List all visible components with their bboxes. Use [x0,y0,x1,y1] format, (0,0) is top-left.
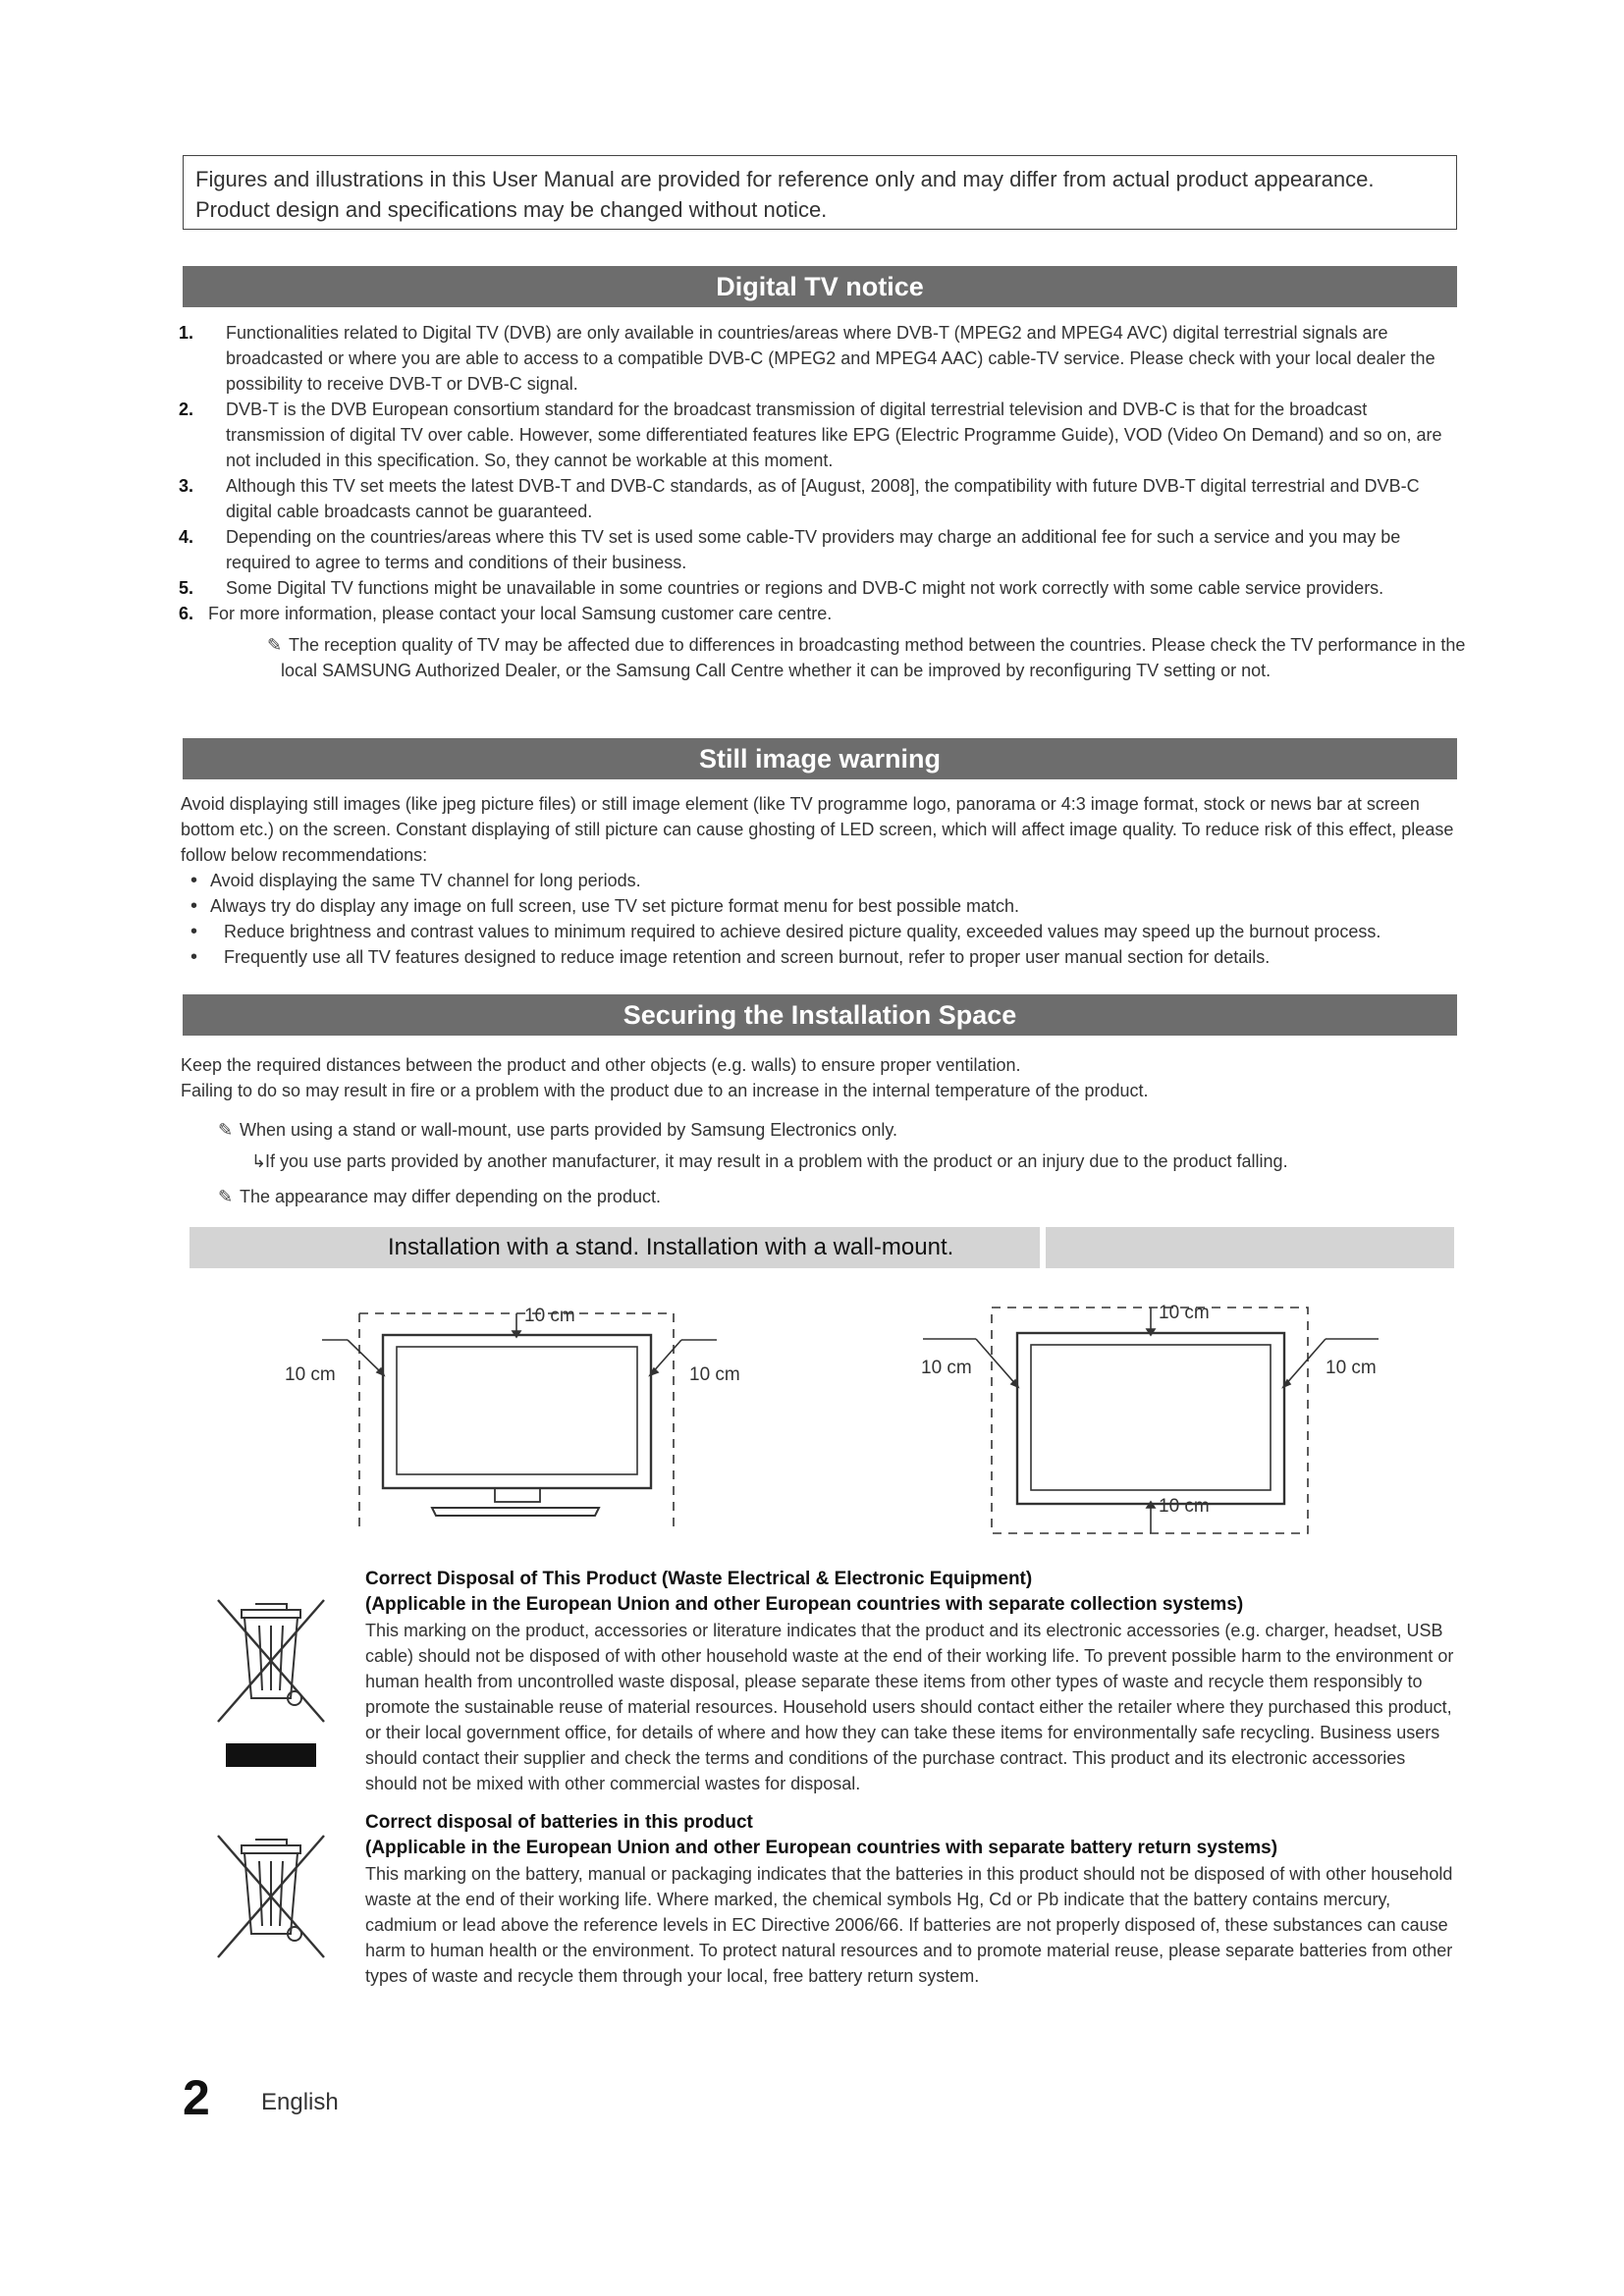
list-item: • Frequently use all TV features designed to reduce image retention and screen burnout, refer to proper user manual section for details. [181,944,1455,970]
battery-subtitle: (Applicable in the European Union and other European countries with separate battery return systems) [365,1838,1278,1858]
list-item: • Avoid displaying the same TV channel for long periods. [181,868,1455,893]
list-item: 3. Although this TV set meets the latest DVB-T and DVB-C standards, as of [August, 2008], the compatibility with future DVB-T digital terrestrial and DVB-C digital cable broadcasts cannot be guaranteed. [179,476,1420,521]
list-item: 5. Some Digital TV functions might be unavailable in some countries or regions and DVB-C might not work correctly with some cable service providers. [179,578,1384,598]
installation-note-1: ✎ When using a stand or wall-mount, use parts provided by Samsung Electronics only. [218,1117,1455,1143]
weee-text: This marking on the product, accessories or literature indicates that the product and its electronic accessories (e.g. charger, headset, USB cable) should not be disposed of with other household waste at the end of their working life. To prevent possible harm to the environment or human health from uncontrolled waste disposal, please separate these items from other types of waste and recycle them responsibly to promote the sustainable reuse of material resources. Household users should contact either the retailer where they purchased this product, or their local government office, for details of where and how they can take these items for environmentally safe recycling. Business users should contact their supplier and check the terms and conditions of the purchase contract. This product and its electronic accessories should not be mixed with other commercial wastes for disposal. [365,1621,1454,1793]
installation-note-1-sub: ↳If you use parts provided by another manufacturer, it may result in a problem with the product or an injury due to the product falling. [251,1148,1455,1174]
stand-right-clearance-label: 10 cm [689,1364,740,1385]
wall-top-clearance-label: 10 cm [1159,1303,1210,1323]
stand-installation-diagram [275,1296,766,1531]
digital-tv-list [179,320,1445,626]
note-pencil-icon: ✎ [218,1187,234,1206]
installation-note-2: ✎ The appearance may differ depending on the product. [218,1184,1455,1209]
clearance-arrows [923,1308,1379,1533]
battery-crossed-bin-icon [212,1832,330,1963]
list-item: 4. Depending on the countries/areas where this TV set is used some cable-TV providers may charge an additional fee for such a service and you may be required to agree to terms and conditions of their business. [179,527,1401,572]
battery-title: Correct disposal of batteries in this product [365,1812,753,1833]
installation-type-bar [189,1227,1454,1268]
wall-bottom-clearance-label: 10 cm [1159,1496,1210,1517]
disclaimer-box [183,155,1457,230]
bar-divider [1040,1227,1046,1268]
clearance-boundary [992,1308,1308,1533]
page-language: English [261,2089,339,2115]
disclaimer-line-1: Figures and illustrations in this User Manual are provided for reference only and may differ from actual product appearance. [195,167,1375,191]
installation-line-2: Failing to do so may result in fire or a problem with the product due to an increase in the internal temperature of the product. [181,1081,1149,1100]
list-item: • Reduce brightness and contrast values to minimum required to achieve desired picture quality, exceeded values may speed up the burnout process. [181,919,1455,944]
stand-top-clearance-label: 10 cm [524,1306,575,1326]
battery-text: This marking on the battery, manual or packaging indicates that the batteries in this product should not be disposed of with other household waste at the end of their working life. Where marked, the chemical symbols Hg, Cd or Pb indicate that the battery contains mercury, cadmium or lead above the reference levels in EC Directive 2006/66. If batteries are not properly disposed of, these substances can cause harm to human health or the environment. To protect natural resources and to promote material reuse, please separate batteries from other types of waste and recycle them through your local, free battery return system. [365,1864,1453,1986]
wall-mounted-tv [1017,1333,1284,1504]
weee-disposal-section [365,1567,1455,1796]
installation-line-1: Keep the required distances between the product and other objects (e.g. walls) to ensure proper ventilation. [181,1055,1021,1075]
note-pencil-icon: ✎ [218,1120,234,1140]
weee-subtitle: (Applicable in the European Union and other European countries with separate collection systems) [365,1594,1244,1615]
list-item: 6. For more information, please contact your local Samsung customer care centre. [179,604,833,623]
section-header-still-image: Still image warning [183,738,1457,779]
page-number: 2 [183,2070,210,2125]
section-header-installation: Securing the Installation Space [183,994,1457,1036]
weee-title: Correct Disposal of This Product (Waste Electrical & Electronic Equipment) [365,1569,1033,1589]
battery-disposal-section [365,1810,1455,1989]
wall-left-clearance-label: 10 cm [921,1358,972,1378]
list-item: 1. Functionalities related to Digital TV (DVB) are only available in countries/areas where DVB-T (MPEG2 and MPEG4 AVC) digital terrestrial signals are broadcasted or where you are able to access to a compatible DVB-C (MPEG2 and MPEG4 AAC) cable-TV service. Please check with your local dealer the possibility to receive DVB-T or DVB-C signal. [179,323,1435,394]
weee-crossed-bin-icon [212,1596,330,1769]
disclaimer-line-2: Product design and specifications may be changed without notice. [195,197,828,222]
installation-type-label: Installation with a stand. Installation with a wall-mount. [388,1234,954,1260]
clearance-boundary [359,1313,674,1527]
still-image-intro: Avoid displaying still images (like jpeg picture files) or still image element (like TV programme logo, panorama or 4:3 image format, stock or news bar at screen bottom etc.) on the screen. Constant displaying of still picture can cause ghosting of LED screen, which will affect image quality. To reduce risk of this effect, please follow below recommendations: [181,794,1454,865]
section-header-digital-tv: Digital TV notice [183,266,1457,307]
note-pencil-icon: ✎ [267,635,283,655]
still-image-bullets [181,868,1455,970]
wall-mount-installation-diagram [903,1294,1394,1537]
list-item: 2. DVB-T is the DVB European consortium standard for the broadcast transmission of digital terrestrial television and DVB-C is that for the broadcast transmission of digital TV over cable. However, some differentiated features like EPG (Electric Programme Guide), VOD (Video On Demand) and so on, are not included in this specification. So, they cannot be workable at this moment. [179,400,1442,470]
note-arrow-icon: ↳ [251,1151,267,1171]
stand-left-clearance-label: 10 cm [285,1364,336,1385]
reception-note: ✎ The reception quality of TV may be affected due to differences in broadcasting method between the countries. Please check the TV performance in the local SAMSUNG Authorized Dealer, or the Samsung Call Centre whether it can be improved by reconfiguring TV setting or not. [267,632,1469,683]
tv-on-stand [383,1335,651,1516]
wall-right-clearance-label: 10 cm [1326,1358,1377,1378]
list-item: • Always try do display any image on full screen, use TV set picture format menu for best possible match. [181,893,1455,919]
clearance-arrows [322,1313,717,1375]
